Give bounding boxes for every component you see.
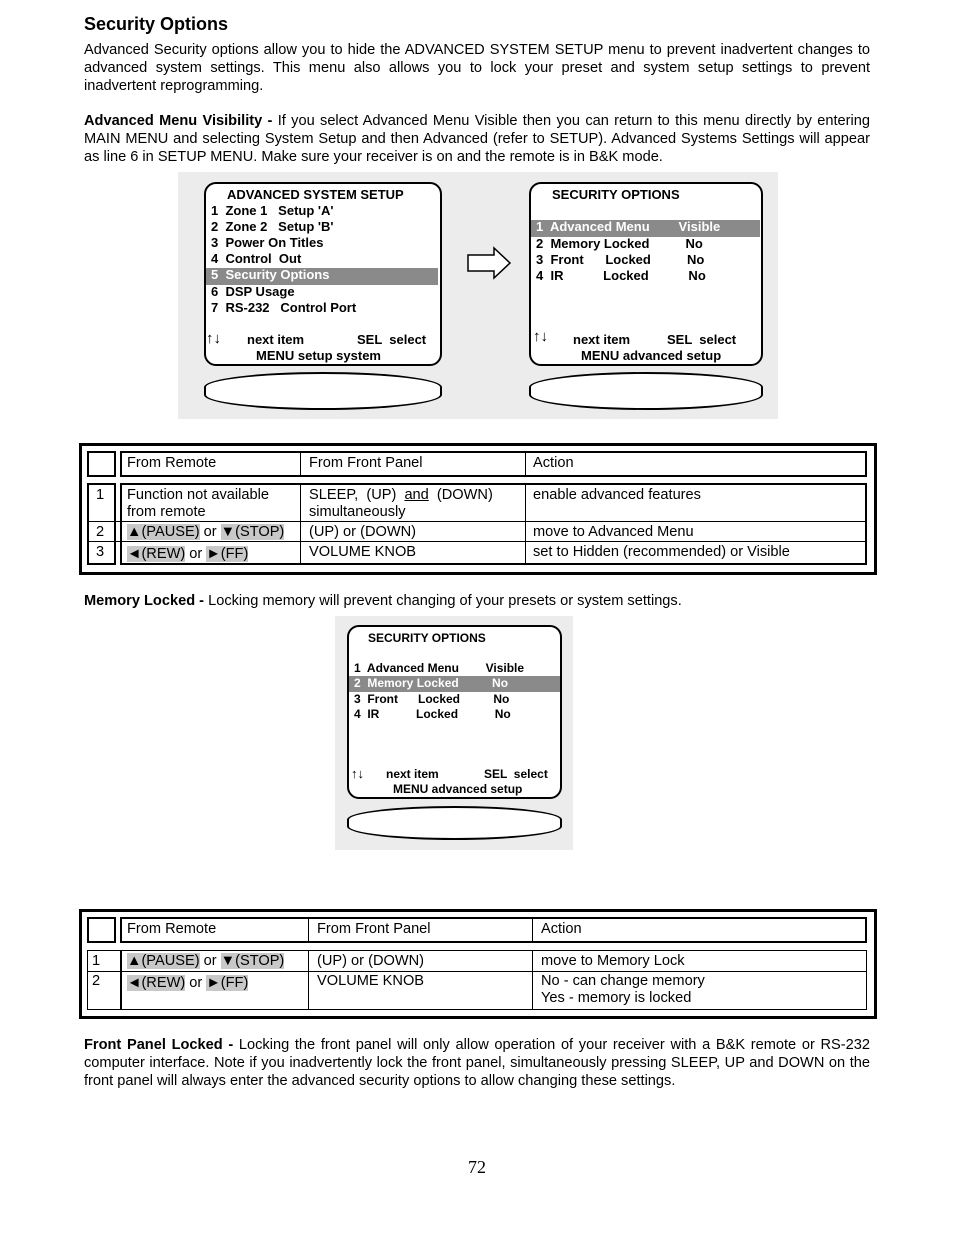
display-oval: [347, 806, 562, 840]
right-arrow-icon: [466, 246, 512, 280]
screen2-footer-sel: SEL select: [667, 332, 737, 347]
memory-locked-text: Locking memory will prevent changing of your presets or system settings.: [204, 593, 682, 609]
screen1-item: 3 Power On Titles: [211, 235, 324, 250]
table2-panel: VOLUME KNOB: [317, 973, 425, 989]
adv-visibility-label: Advanced Menu Visibility -: [84, 113, 273, 129]
front-panel-label: Front Panel Locked -: [84, 1037, 234, 1053]
front-panel-text: Locking the front panel will only allow operation of your receiver with a B&K remote or RS-232 computer interface. Note if you inadvertently lock the front panel, simultaneously pressing SLEEP, UP and DOWN on the front panel will always enter the advanced security options to allow changing these settings.: [84, 1037, 870, 1089]
table1-remote: Function not available from remote: [127, 487, 269, 520]
adv-visibility-paragraph: [84, 112, 870, 166]
screen3-item: 3 Front Locked No: [354, 692, 510, 706]
table2-remote: ◄(REW) or ►(FF): [127, 975, 249, 991]
screen3-footer-nav: next item: [386, 767, 439, 781]
display-oval: [204, 372, 442, 410]
screen3-footer-sel: SEL select: [484, 767, 548, 781]
table1-panel: (UP) or (DOWN): [309, 524, 417, 540]
table1-header: From Remote: [127, 455, 217, 471]
table1-header-num: [87, 451, 116, 477]
page-title: Security Options: [84, 14, 229, 34]
screen2-item: 2 Memory Locked No: [536, 236, 703, 251]
up-down-arrows-icon: ↑↓: [206, 330, 221, 347]
table1-header-row: [120, 451, 867, 477]
up-down-arrows-icon: ↑↓: [533, 328, 548, 345]
intro-paragraph: Advanced Security options allow you to hide the ADVANCED SYSTEM SETUP menu to prevent inadvertent changes to advanced system settings. This menu also allows you to lock your preset and system setup settings to prevent inadvertent reprogramming.: [84, 42, 870, 94]
table2-header: From Front Panel: [317, 921, 431, 937]
table1-action: enable advanced features: [533, 487, 701, 503]
screen1-footer-sel: SEL select: [357, 332, 427, 347]
table2-action: No - can change memory Yes - memory is locked: [541, 973, 705, 1006]
screen3-footer-menu: MENU advanced setup: [393, 782, 523, 796]
screen3-title: SECURITY OPTIONS: [368, 631, 486, 645]
table1-remote: ▲(PAUSE) or ▼(STOP): [127, 524, 285, 540]
table1-panel: VOLUME KNOB: [309, 544, 417, 560]
screen3-item-selected: 2 Memory Locked No: [354, 676, 509, 690]
screen1-footer-nav: next item: [247, 332, 305, 347]
screen1-title: ADVANCED SYSTEM SETUP: [227, 187, 404, 202]
table1-panel: SLEEP, (UP) and (DOWN) simultaneously: [309, 487, 493, 520]
screen1-item: 6 DSP Usage: [211, 284, 295, 299]
front-panel-paragraph: [84, 1036, 870, 1090]
screen2-item: 4 IR Locked No: [536, 268, 706, 283]
screen1-item: 4 Control Out: [211, 251, 302, 266]
table2-header-row: [120, 917, 867, 943]
adv-visibility-text: If you select Advanced Menu Visible then you can return to this menu directly by entering MAIN MENU and selecting System Setup and then Advanced (refer to SETUP). Advanced Systems Settings will appear as line 6 in SETUP MENU. Make sure your receiver is on and the remote is in B&K mode.: [84, 113, 870, 165]
table2-remote: ▲(PAUSE) or ▼(STOP): [127, 953, 285, 969]
memory-locked-label: Memory Locked -: [84, 593, 205, 609]
table2-row-num: 1: [92, 953, 101, 969]
table1-action: move to Advanced Menu: [533, 524, 694, 540]
screen1-item: 2 Zone 2 Setup 'B': [211, 219, 334, 234]
display-oval: [529, 372, 763, 410]
screen2-item-selected: 1 Advanced Menu Visible: [536, 219, 721, 234]
screen2-footer-nav: next item: [573, 332, 631, 347]
screen2-title: SECURITY OPTIONS: [552, 187, 680, 202]
table1-action: set to Hidden (recommended) or Visible: [533, 544, 790, 560]
table2-header-num: [87, 917, 116, 943]
table1-remote: ◄(REW) or ►(FF): [127, 546, 249, 562]
table1-row-num: 1: [96, 487, 105, 503]
screen2-footer-menu: MENU advanced setup: [581, 348, 722, 363]
table1-header: Action: [533, 455, 574, 471]
table2-panel: (UP) or (DOWN): [317, 953, 425, 969]
screen1-footer-menu: MENU setup system: [256, 348, 381, 363]
screen1-item: 7 RS-232 Control Port: [211, 300, 357, 315]
page-number: 72: [468, 1157, 486, 1177]
table1-row-num: 2: [96, 524, 105, 540]
table2-header: From Remote: [127, 921, 217, 937]
table1-header: From Front Panel: [309, 455, 423, 471]
screen1-item: 1 Zone 1 Setup 'A': [211, 203, 334, 218]
screen1-item-selected: 5 Security Options: [211, 267, 330, 282]
screen3-item: 4 IR Locked No: [354, 707, 511, 721]
table2-row-num: 2: [92, 973, 101, 989]
up-down-arrows-icon: ↑↓: [351, 766, 364, 781]
memory-locked-paragraph: [84, 592, 870, 610]
table2-header: Action: [541, 921, 582, 937]
table1-row-num: 3: [96, 544, 105, 560]
screen3-item: 1 Advanced Menu Visible: [354, 661, 525, 675]
table2-action: move to Memory Lock: [541, 953, 685, 969]
screen2-item: 3 Front Locked No: [536, 252, 705, 267]
